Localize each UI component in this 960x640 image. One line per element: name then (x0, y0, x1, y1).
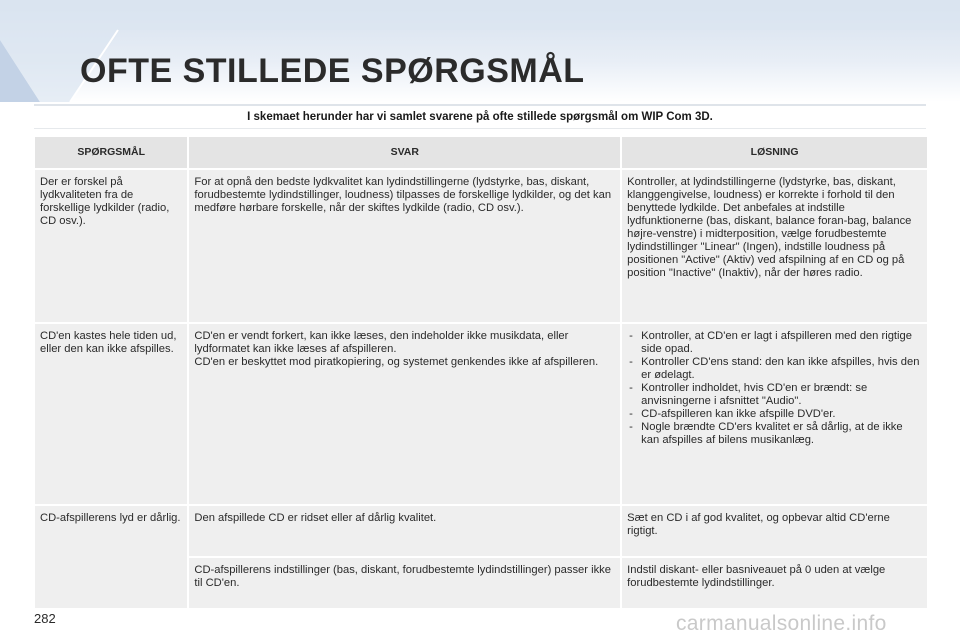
faq-table (33, 135, 929, 610)
solution-cell: Sæt en CD i af god kvalitet, og opbevar altid CD'erne rigtigt. (622, 506, 927, 556)
table-row (35, 324, 927, 504)
question-cell: Der er forskel på lydkvaliteten fra de forskellige lydkilder (radio, CD osv.). (35, 170, 187, 322)
answer-cell: For at opnå den bedste lydkvalitet kan lydindstillingerne (lydstyrke, bas, diskant, forudbestemte lydindstillinger, loudness) tilpasses de forskellige lydkilder, og det kan medføre hørbare forskelle, når der skiftes lydkilde (radio, CD osv.). (189, 170, 620, 322)
solution-cell: Kontroller, at lydindstillingerne (lydstyrke, bas, diskant, klanggengivelse, loudness) er korrekte i forhold til den benyttede lydkilde. Det anbefales at indstille lydfunktionerne (bas, diskant, balance foran-bag, balance højre-venstre) i midterposition, vælge forudbestemte lydindstillinger "Linear" (Ingen), indstille loudness på positionen "Active" (Aktiv) ved afspilning af en CD og på position "Inactive" (Inaktiv), når der høres radio. (622, 170, 927, 322)
answer-cell (189, 324, 620, 504)
solution-cell (622, 324, 927, 504)
list-item: - Kontroller indholdet, hvis CD'en er brændt: se anvisningerne i afsnittet "Audio". (627, 382, 922, 408)
table-row (35, 170, 927, 322)
list-item: - Kontroller CD'ens stand: den kan ikke afspilles, hvis den er ødelagt. (627, 356, 922, 382)
answer-cell: Den afspillede CD er ridset eller af dårlig kvalitet. (189, 506, 620, 556)
page-title: OFTE STILLEDE SPØRGSMÅL (80, 52, 585, 90)
watermark: carmanualsonline.info (676, 612, 887, 635)
table-header-row (35, 137, 927, 168)
page-number: 282 (34, 611, 56, 626)
answer-line: CD'en er vendt forkert, kan ikke læses, den indeholder ikke musikdata, eller lydformatet kan ikke læses af afspilleren. (194, 330, 569, 355)
header-answer: SVAR (189, 137, 620, 168)
header-question: SPØRGSMÅL (35, 137, 187, 168)
solution-cell: Indstil diskant- eller basniveauet på 0 uden at vælge forudbestemte lydindstillinger. (622, 558, 927, 608)
question-cell: CD'en kastes hele tiden ud, eller den kan ikke afspilles. (35, 324, 187, 504)
list-item: - CD-afspilleren kan ikke afspille DVD'er. (627, 408, 922, 421)
list-item: - Nogle brændte CD'ers kvalitet er så dårlig, at de ikke kan afspilles af bilens musikanlæg. (627, 421, 922, 447)
answer-line: CD'en er beskyttet mod piratkopiering, og systemet genkendes ikke af afspilleren. (194, 356, 599, 368)
answer-cell: CD-afspillerens indstillinger (bas, diskant, forudbestemte lydindstillinger) passer ikke til CD'en. (189, 558, 620, 608)
list-item: - Kontroller, at CD'en er lagt i afspilleren med den rigtige side opad. (627, 330, 922, 356)
table-row (35, 506, 927, 556)
intro-text: I skemaet herunder har vi samlet svarene på ofte stillede spørgsmål om WIP Com 3D. (34, 104, 926, 129)
question-cell: CD-afspillerens lyd er dårlig. (35, 506, 187, 608)
solution-list (627, 330, 922, 447)
header-solution: LØSNING (622, 137, 927, 168)
